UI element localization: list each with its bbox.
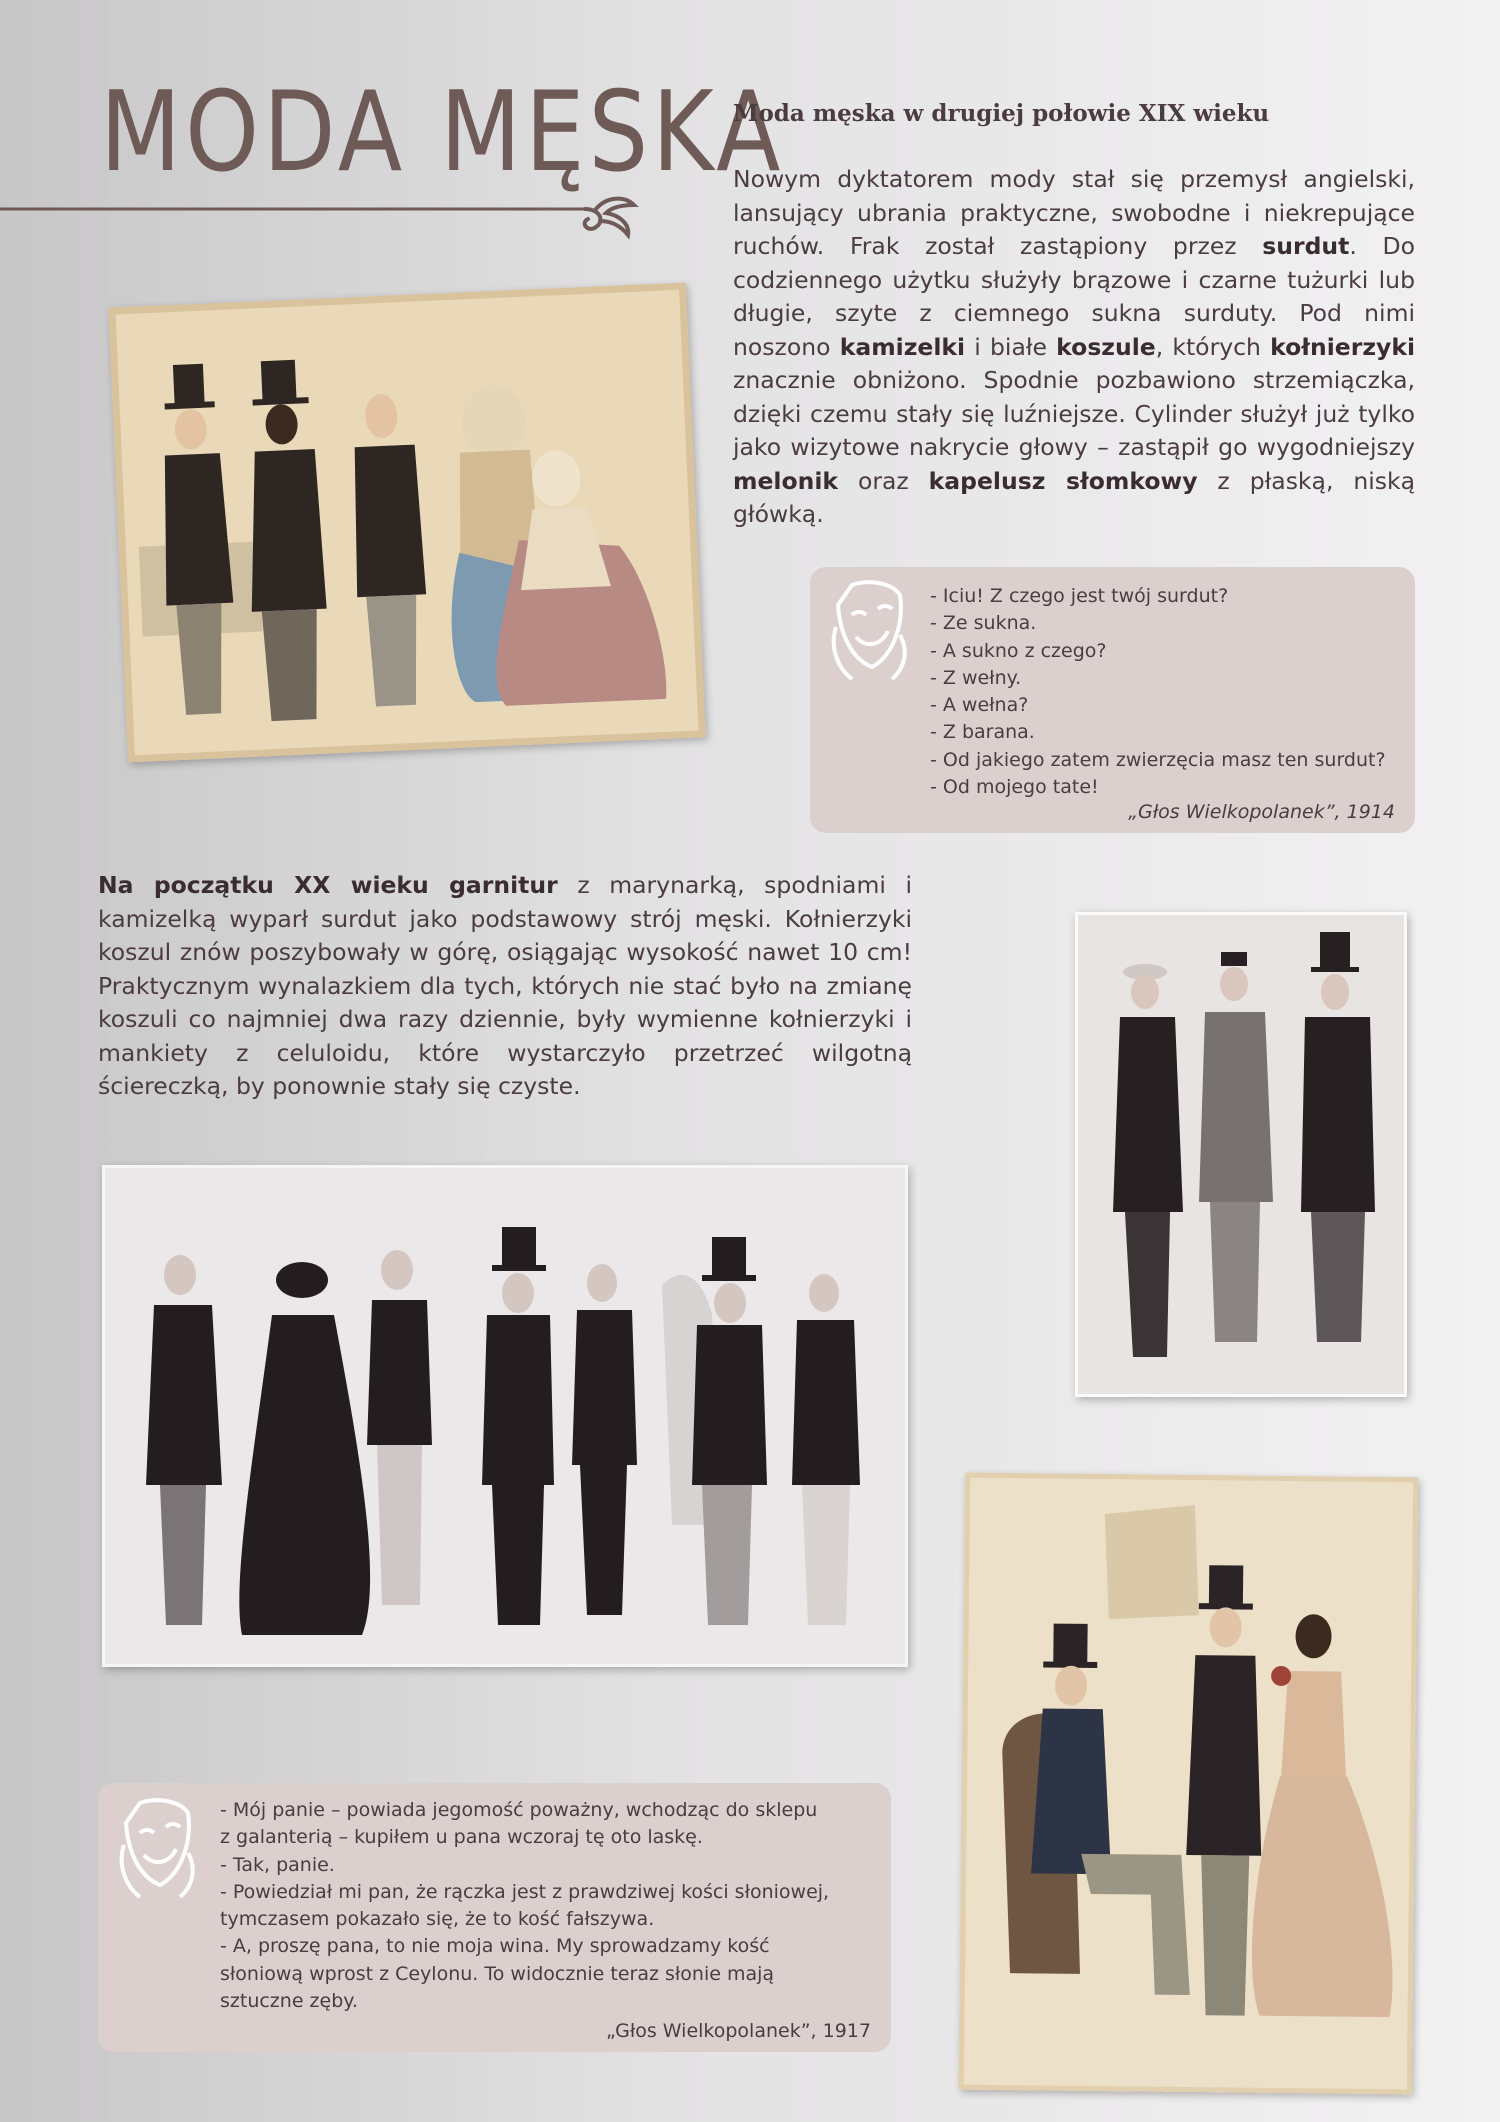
joke-line: - Z wełny. bbox=[930, 666, 1022, 689]
joke-line: - Z barana. bbox=[930, 721, 1035, 744]
joke-source: „Głos Wielkopolanek”, 1917 bbox=[605, 2020, 871, 2042]
joke-line: - A sukno z czego? bbox=[930, 639, 1107, 662]
joke-line: - Od mojego tate! bbox=[930, 776, 1099, 799]
joke-line: - Iciu! Z czego jest twój surdut? bbox=[930, 585, 1229, 607]
joke-line: - Od jakiego zatem zwierzęcia masz ten surdut? bbox=[930, 748, 1386, 771]
joke-line: sztuczne zęby. bbox=[220, 1990, 358, 2013]
joke-line: - Ze sukna. bbox=[930, 612, 1037, 635]
joke-line: słoniową wprost z Ceylonu. To widocznie teraz słonie mają bbox=[220, 1962, 775, 1985]
joke-box-surdut bbox=[810, 567, 1415, 833]
fashion-plate-salon-scene bbox=[959, 1473, 1418, 2095]
joke-dialogue bbox=[220, 1797, 829, 2015]
theater-masks-icon bbox=[110, 1793, 210, 1903]
joke-source: „Głos Wielkopolanek”, 1914 bbox=[1128, 801, 1395, 823]
section-heading: Moda męska w drugiej połowie XIX wieku bbox=[733, 100, 1270, 127]
intro-paragraph: Nowym dyktatorem mody stał się przemysł angielski, lansujący ubrania praktyczne, swobodne i niekrepujące ruchów. Frak został zastąpiony przez surdut. Do codziennego użytku służyły brązowe i czarne tużurki lub długie, szyte z ciemnego sukna surduty. Pod nimi noszono kamizelki i białe koszule, których kołnierzyki znacznie obniżono. Spodnie pozbawiono strzemiączka, dzięki czemu stały się luźniejsze. Cylinder służył już tylko jako wizytowe nakrycie głowy – zastąpił go wygodniejszy melonik oraz kapelusz słomkowy z płaską, niską główką. bbox=[733, 165, 1416, 528]
title-ornament bbox=[0, 195, 640, 247]
joke-line: tymczasem pokazało się, że to kość fałszywa. bbox=[220, 1908, 655, 1931]
xx-century-paragraph: Na początku XX wieku garnitur z marynarką, spodniami i kamizelką wyparł surdut jako podstawowy strój męski. Kołnierzyki koszul znów poszybowały w górę, osiągając wysokość nawet 10 cm! Praktycznym wynalazkiem dla tych, których nie stać było na zmianę koszuli co najmniej dwa razy dziennie, były wymienne kołnierzyki i mankiety z celuloidu, które wystarczyło przetrzeć wilgotną ściereczką, by ponownie stały się czyste. bbox=[98, 871, 912, 1100]
fashion-plate-group-with-horse bbox=[102, 1165, 908, 1667]
joke-box-ivory bbox=[98, 1783, 891, 2052]
joke-line: z galanterią – kupiłem u pana wczoraj tę oto laskę. bbox=[220, 1826, 703, 1849]
joke-line: - Powiedział mi pan, że rączka jest z prawdziwej kości słoniowej, bbox=[220, 1880, 830, 1903]
joke-line: - A, proszę pana, to nie moja wina. My sprowadzamy kość bbox=[220, 1935, 770, 1958]
joke-line: - Tak, panie. bbox=[220, 1853, 335, 1876]
fashion-plate-1840s-group bbox=[108, 283, 705, 763]
theater-masks-icon bbox=[822, 575, 922, 685]
joke-line: - Mój panie – powiada jegomość poważny, wchodząc do sklepu bbox=[220, 1799, 818, 1821]
joke-dialogue bbox=[930, 583, 1386, 801]
page-title: MODA MĘSKA bbox=[100, 68, 785, 198]
joke-line: - A wełna? bbox=[930, 694, 1029, 717]
fashion-plate-three-gentlemen bbox=[1075, 912, 1407, 1397]
